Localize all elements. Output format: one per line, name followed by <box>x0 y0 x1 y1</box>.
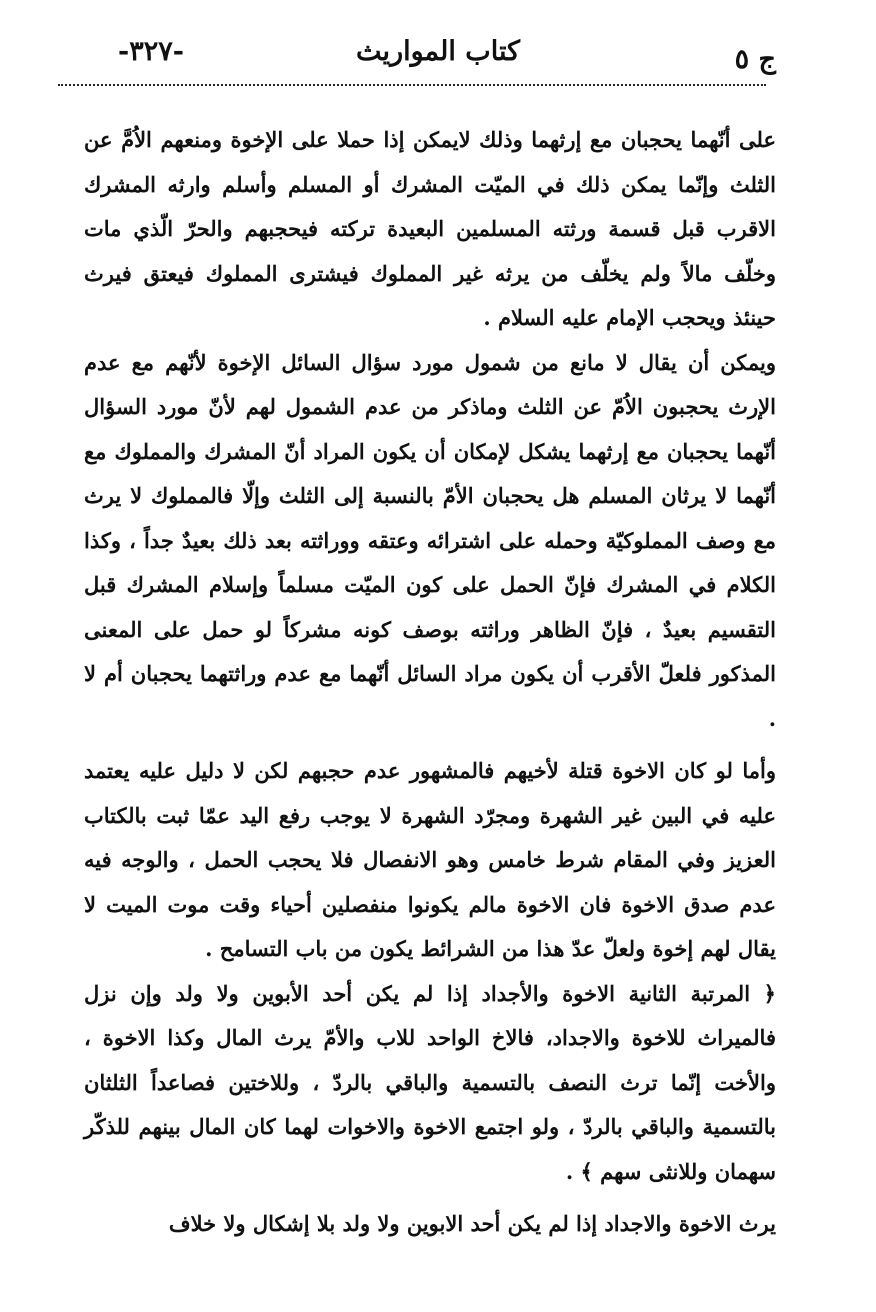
paragraph: ويمكن أن يقال لا مانع من شمول مورد سؤال السائل الإخوة لأنّهم مع عدم الإرث يحجبون الاُمّ عن الثلث وماذكر من عدم الشمول لهم لأنّ مورد السؤال أنّهما يحجبان مع إرثهما يشكل لإمكان أن يكون المراد أنّ المشرك والمملوك مع أنّهما لا يرثان المسلم هل يحجبان الأمّ بالنسبة إلى الثلث وإلّا فالمملوك لا يرث مع وصف المملوكيّة وحمله على اشترائه وعتقه ووراثته بعد ذلك بعيدٌ جداً ، وكذا الكلام في المشرك فإنّ الحمل على كون الميّت مسلماً وإسلام المشرك قبل التقسيم بعيدٌ ، فإنّ الظاهر وراثته بوصف كونه مشركاً لو حمل على المعنى المذكور فلعلّ الأقرب أن يكون مراد السائل أنّهما مع عدم وراثتهما يحجبان أم لا . <box>84 349 776 731</box>
paragraph: يرث الاخوة والاجداد إذا لم يكن أحد الابوين ولا ولد بلا إشكال ولا خلاف <box>168 1211 776 1236</box>
paragraph: على أنّهما يحجبان مع إرثهما وذلك لايمكن إذا حملا على الإخوة ومنعهم الاُمَّ عن الثلث وإنّما يمكن ذلك في الميّت المشرك أو المسلم وأسلم وارثه المشرك الاقرب قبل قسمة ورثته المسلمين البعيدة تركته فيحجبهم والحرّ الّذي مات وخلّف مالاً ولم يخلّف من يرثه غير المملوك فيشترى المملوك فيعتق فيرث حينئذ ويحجب الإمام عليه السلام . <box>84 127 776 330</box>
quoted-rule-paragraph: ﴿ المرتبة الثانية الاخوة والأجداد إذا لم يكن أحد الأبوين ولا ولد وإن نزل فالميراث للاخوة والاجداد، فالاخ الواحد للاب والأمّ يرث المال وكذا الاخوة ، والأخت إنّما ترث النصف بالتسمية والباقي بالردّ ، وللاختين فصاعداً الثلثان بالتسمية والباقي بالردّ ، ولو اجتمع الاخوة والاخوات لهما كان المال بينهم للذكّر سهمان وللانثى سهم ﴾ . <box>84 980 776 1184</box>
page-number: -٣٢٧- <box>118 36 184 67</box>
volume-number: ج ٥ <box>734 44 776 75</box>
body-text <box>84 118 776 1247</box>
page-header <box>100 36 776 86</box>
paragraph-spacer <box>84 1194 776 1202</box>
paragraph-spacer <box>84 741 776 749</box>
paragraph: وأما لو كان الاخوة قتلة لأخيهم فالمشهور عدم حجبهم لكن لا دليل عليه يعتمد عليه في البين غير الشهرة ومجرّد الشهرة لا يوجب رفع اليد عمّا ثبت بالكتاب العزيز وفي المقام شرط خامس وهو الانفصال فلا يحجب الحمل ، والوجه فيه عدم صدق الاخوة فان الاخوة مالم يكونوا منفصلين أحياء وقت موت الميت لا يقال لهم إخوة ولعلّ عدّ هذا من الشرائط يكون من باب التسامح . <box>84 758 776 961</box>
book-section-title: كتاب المواريث <box>356 36 520 67</box>
header-divider <box>58 84 766 86</box>
